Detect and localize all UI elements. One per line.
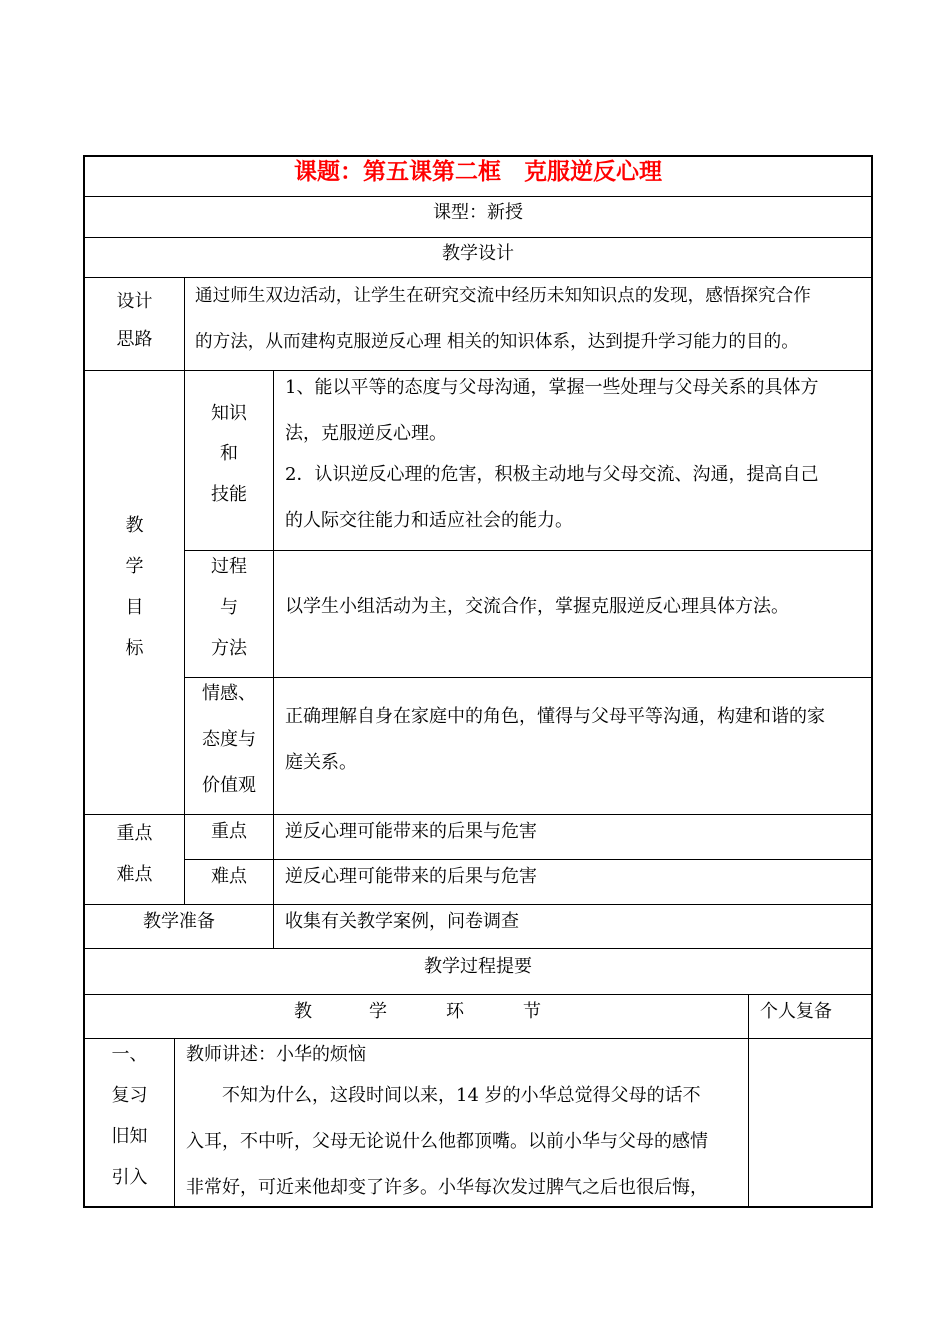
row-divider: [83, 814, 873, 815]
objectives-label: 目: [125, 597, 144, 618]
steps-header-char: 节: [523, 1001, 541, 1022]
design-idea-text: 通过师生双边活动，让学生在研究交流中经历未知知识点的发现，感悟探究合作: [195, 286, 811, 306]
step1-heading: 教师讲述：小华的烦恼: [186, 1044, 366, 1065]
knowledge-text: 的人际交往能力和适应社会的能力。: [285, 510, 573, 531]
step1-label: 一、: [111, 1044, 148, 1065]
row-divider: [184, 859, 873, 860]
row-divider: [83, 948, 873, 949]
knowledge-label: 和: [220, 443, 238, 464]
steps-header-char: 学: [369, 1001, 387, 1022]
design-idea-label: 思路: [116, 329, 153, 350]
teaching-design-heading: 教学设计: [442, 243, 514, 264]
row-divider: [83, 196, 873, 197]
design-idea-text: 的方法，从而建构克服逆反心理 相关的知识体系，达到提升学习能力的目的。: [195, 332, 799, 352]
emotion-label: 价值观: [202, 775, 256, 796]
row-divider: [184, 677, 873, 678]
emotion-text: 庭关系。: [285, 752, 357, 773]
steps-header-char: 教: [294, 1001, 312, 1022]
key-points-label: 难点: [116, 864, 153, 885]
emotion-label: 情感、: [202, 683, 256, 704]
emotion-label: 态度与: [202, 729, 256, 750]
knowledge-text: 1、能以平等的态度与父母沟通，掌握一些处理与父母关系的具体方: [285, 377, 819, 398]
row-divider: [83, 904, 873, 905]
emotion-text: 正确理解自身在家庭中的角色，懂得与父母平等沟通，构建和谐的家: [285, 706, 825, 727]
table-border-bottom: [83, 1206, 873, 1208]
step1-text: 不知为什么，这段时间以来，14 岁的小华总觉得父母的话不: [222, 1085, 701, 1106]
table-border-right: [871, 155, 873, 1207]
key-points-label: 重点: [116, 823, 153, 844]
step1-label: 引入: [111, 1167, 148, 1188]
knowledge-label: 知识: [211, 403, 247, 424]
steps-header-char: 环: [446, 1001, 464, 1022]
process-label: 与: [220, 597, 238, 618]
knowledge-text: 2．认识逆反心理的危害，积极主动地与父母交流、沟通，提高自己: [285, 464, 819, 485]
lesson-type: 课型：新授: [433, 202, 523, 223]
col-divider: [748, 994, 749, 1206]
objectives-label: 学: [125, 556, 144, 577]
personal-prep-header: 个人复备: [760, 1001, 832, 1022]
row-divider: [184, 550, 873, 551]
preparation-label: 教学准备: [143, 911, 215, 932]
col-divider: [273, 370, 274, 948]
process-label: 方法: [211, 638, 247, 659]
difficult-point-text: 逆反心理可能带来的后果与危害: [285, 866, 537, 887]
preparation-text: 收集有关教学案例，问卷调查: [285, 911, 519, 932]
step1-text: 非常好，可近来他却变了许多。小华每次发过脾气之后也很后悔，: [186, 1177, 708, 1198]
difficult-point-label: 难点: [211, 866, 247, 887]
page-title: 课题：第五课第二框 克服逆反心理: [294, 158, 662, 185]
col-divider: [184, 277, 185, 904]
knowledge-text: 法，克服逆反心理。: [285, 423, 447, 444]
row-divider: [83, 237, 873, 238]
process-text: 以学生小组活动为主，交流合作，掌握克服逆反心理具体方法。: [285, 596, 789, 617]
process-outline-heading: 教学过程提要: [424, 956, 532, 977]
step1-label: 复习: [111, 1085, 148, 1106]
row-divider: [83, 1038, 873, 1039]
design-idea-label: 设计: [116, 291, 153, 312]
objectives-label: 教: [125, 515, 144, 536]
table-border-top: [83, 155, 873, 157]
step1-text: 入耳，不中听，父母无论说什么他都顶嘴。以前小华与父母的感情: [186, 1131, 708, 1152]
objectives-label: 标: [125, 638, 144, 659]
row-divider: [83, 370, 873, 371]
process-label: 过程: [211, 556, 247, 577]
col-divider: [174, 1038, 175, 1206]
knowledge-label: 技能: [211, 484, 247, 505]
row-divider: [83, 277, 873, 278]
key-point-label: 重点: [211, 821, 247, 842]
row-divider: [83, 994, 873, 995]
key-point-text: 逆反心理可能带来的后果与危害: [285, 821, 537, 842]
step1-label: 旧知: [111, 1126, 148, 1147]
